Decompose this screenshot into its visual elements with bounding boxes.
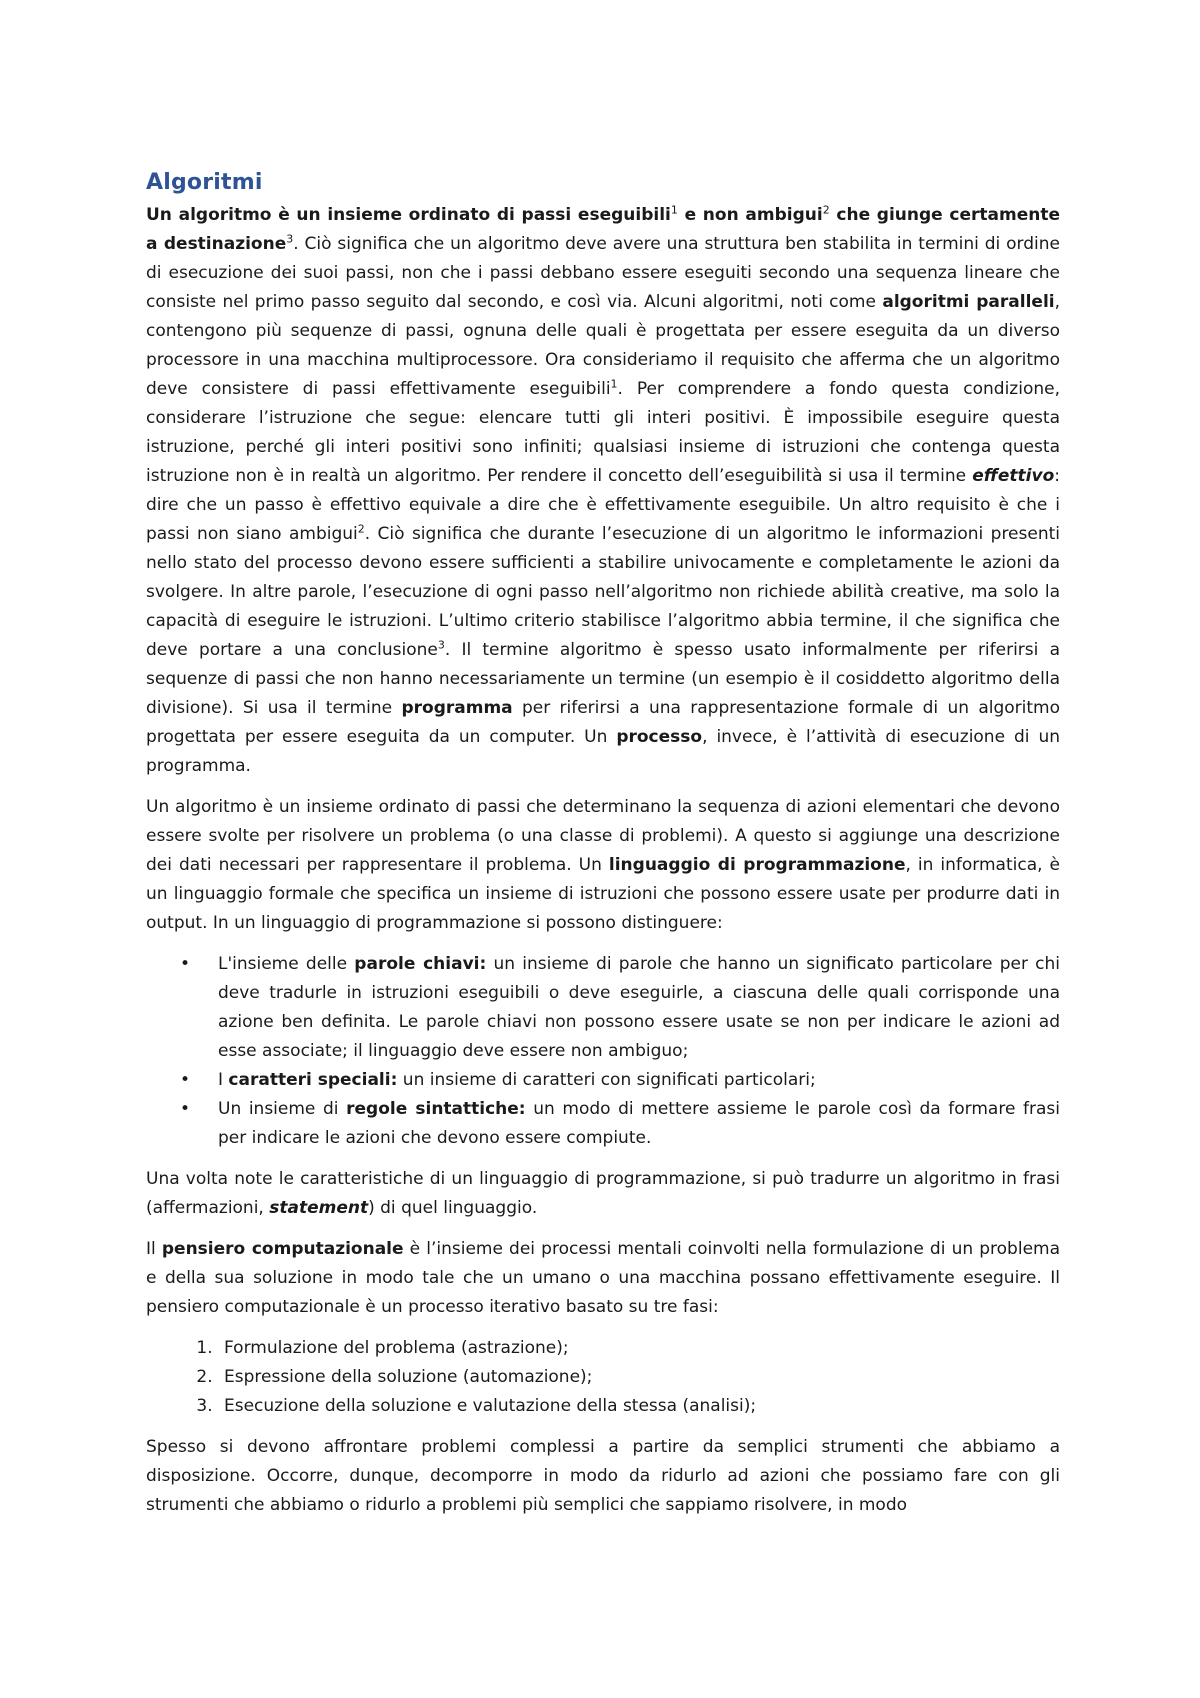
text-run: . Il termine algoritmo è spesso usato informalmente per riferirsi a sequenze di passi che non hanno necessariamente un termine (un esempio è il cosiddetto algoritmo della divisione). Si usa il termine (146, 640, 1060, 718)
bold-italic-text: statement (269, 1198, 369, 1218)
list-item: 3. Esecuzione della soluzione e valutazione della stessa (analisi); (218, 1392, 1060, 1421)
text-run: , contengono più sequenze di passi, ognuna delle quali è progettata per essere eseguita da un diverso processore in una macchina multiprocessore. Ora consideriamo il requisito che afferma che un algoritmo deve consistere di passi effettivamente eseguibili (146, 292, 1061, 399)
bold-italic-text: effettivo (972, 466, 1055, 486)
text-run: per riferirsi a una rappresentazione formale di un algoritmo progettata per essere eseguita da un computer. Un (146, 698, 1060, 747)
paragraph-statement: Una volta note le caratteristiche di un linguaggio di programmazione, si può tradurre un algoritmo in frasi (affermazioni, statement) di quel linguaggio. (146, 1169, 1060, 1218)
text-run: , invece, è l’attività di esecuzione di un programma. (146, 727, 1060, 776)
footnote-ref: 2 (822, 203, 830, 217)
text-run: . Ciò significa che durante l’esecuzione di un algoritmo le informazioni presenti nello stato del processo devono essere sufficienti a stabilire univocamente e completamente le azioni da svolgere. In altre parole, l’esecuzione di ogni passo nell’algoritmo non richiede abilità creative, ma solo la capacità di eseguire le istruzioni. L’ultimo criterio stabilisce l’algoritmo abbia termine, il che significa che deve portare a una conclusione (146, 524, 1060, 660)
page-title: Algoritmi (146, 170, 263, 195)
bold-text: algoritmi paralleli (882, 292, 1055, 312)
footnote-ref: 3 (286, 232, 294, 246)
list-item: 1. Formulazione del problema (astrazione); (218, 1334, 1060, 1363)
bold-text: processo (616, 727, 703, 747)
list-item: • Un insieme di regole sintattiche: un modo di mettere assieme le parole così da formare frasi per indicare le azioni che devono essere compiute. (218, 1095, 1060, 1153)
footnote-ref: 1 (610, 377, 618, 391)
bold-text: linguaggio di programmazione (608, 855, 906, 875)
text-run: : dire che un passo è effettivo equivale a dire che è effettivamente eseguibile. Un altro requisito è che i passi non siano ambigui (146, 466, 1060, 544)
paragraph-decomposition: Spesso si devono affrontare problemi complessi a partire da semplici strumenti che abbiamo a disposizione. Occorre, dunque, decomporre in modo da ridurlo ad azioni che possiamo fare con gli strumenti che abbiamo o ridurlo a problemi più semplici che sappiamo risolvere, in modo (146, 1437, 1060, 1515)
bullet-list (146, 950, 1060, 1153)
text-run: . Per comprendere a fondo questa condizione, considerare l’istruzione che segue: elencare tutti gli interi positivi. È impossibile eseguire questa istruzione, perché gli interi positivi sono infiniti; qualsiasi insieme di istruzioni che contenga questa istruzione non è in realtà un algoritmo. Per rendere il concetto dell’eseguibilità si usa il termine (146, 379, 1060, 486)
list-item: 2. Espressione della soluzione (automazione); (218, 1363, 1060, 1392)
list-item: • L'insieme delle parole chiavi: un insieme di parole che hanno un significato particolare per chi deve tradurle in istruzioni eseguibili o deve eseguirle, a ciascuna delle quali corrisponde una azione ben definita. Le parole chiavi non possono essere usate se non per indicare le azioni ad esse associate; il linguaggio deve essere non ambiguo; (218, 950, 1060, 1066)
bold-text: che giunge certamente a destinazione (146, 205, 1060, 254)
paragraph-definition (146, 201, 1060, 781)
text-run: . Ciò significa che un algoritmo deve avere una struttura ben stabilita in termini di ordine di esecuzione dei suoi passi, non che i passi debbano essere eseguiti secondo una sequenza lineare che consiste nel primo passo seguito dal secondo, e così via. Alcuni algoritmi, noti come (146, 234, 1060, 312)
footnote-ref: 1 (670, 203, 678, 217)
bold-text: Un algoritmo è un insieme ordinato di passi eseguibili (146, 205, 671, 225)
bold-text: programma (401, 698, 513, 718)
text-run: Un algoritmo è un insieme ordinato di passi che determinano la sequenza di azioni elementari che devono essere svolte per risolvere un problema (o una classe di problemi). A questo si aggiunge una descrizione dei dati necessari per rappresentare il problema. Un (146, 797, 1060, 875)
text-run: , in informatica, è un linguaggio formale che specifica un insieme di istruzioni che possono essere usate per produrre dati in output. In un linguaggio di programmazione si possono distinguere: (146, 855, 1060, 933)
footnote-ref: 2 (357, 522, 365, 536)
bold-text: e non ambigui (677, 205, 823, 225)
numbered-list (146, 1334, 1060, 1421)
list-item: • I caratteri speciali: un insieme di caratteri con significati particolari; (218, 1066, 1060, 1095)
paragraph-language (146, 793, 1060, 938)
footnote-ref: 3 (437, 638, 445, 652)
bold-text: pensiero computazionale (161, 1239, 404, 1259)
paragraph-computational-thinking: Il pensiero computazionale è l’insieme dei processi mentali coinvolti nella formulazione di un problema e della sua soluzione in modo tale che un umano o una macchina possano effettivamente eseguire. Il pensiero computazionale è un processo iterativo basato su tre fasi: (146, 1239, 1061, 1317)
